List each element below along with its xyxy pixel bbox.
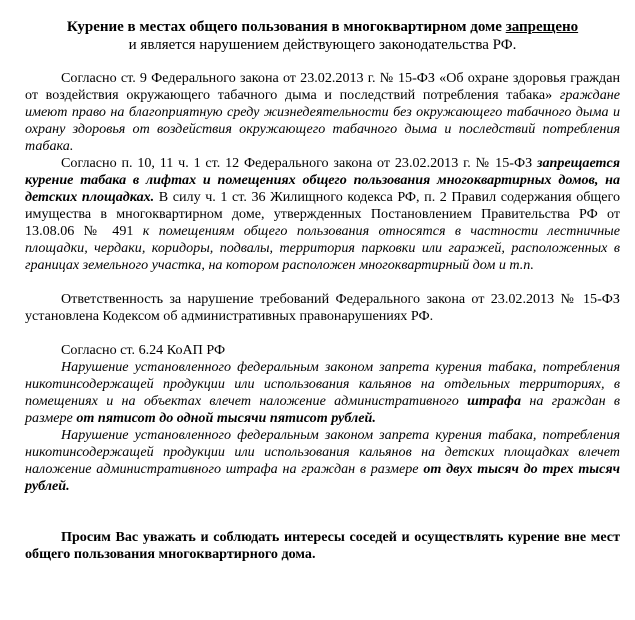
notice-title (25, 18, 620, 36)
koap-heading: Согласно ст. 6.24 КоАП РФ (61, 342, 226, 358)
closing-text: Просим Вас уважать и соблюдать интересы соседей и осуществлять курение вне мест общего пользования многоквартирного дома. (25, 529, 620, 562)
law-article-12-paragraph (25, 155, 620, 274)
fine-1-amount: от пятисот до одной тысячи пятисот рублей. (76, 410, 376, 426)
title-forbidden-word: запрещено (505, 19, 579, 35)
fine-paragraph-1 (25, 359, 620, 427)
fine-2-text: Нарушение установленного федеральным законом запрета курения табака, потребления никотинсодержащей продукции или использования кальянов на детских площадках влечет наложение административного штрафа на граждан в размере (25, 427, 620, 477)
article-9-text: Согласно ст. 9 Федерального закона от 23.02.2013 г. № 15-ФЗ «Об охране здоровья граждан от воздействия окружающего табачного дыма и последствий потребления табака» (25, 70, 620, 103)
notice-subtitle: и является нарушением действующего законодательства РФ. (128, 37, 517, 53)
liability-paragraph: Ответственность за нарушение требований Федерального закона от 23.02.2013 № 15-ФЗ установлена Кодексом об административных правонарушениях РФ. (25, 291, 620, 324)
fine-1-text-2: на граждан в размере (25, 393, 620, 426)
fine-1-word: штрафа (467, 393, 522, 409)
closing-request (25, 529, 620, 563)
title-prefix: Курение в местах общего пользования в многоквартирном доме (66, 19, 506, 35)
fine-2-amount: от двух тысяч до трех тысяч рублей. (25, 461, 620, 494)
smoking-prohibition: запрещается курение табака в лифтах и помещениях общего пользования многоквартирных домов, на детских площадках. (25, 155, 620, 205)
law-article-9-paragraph (25, 70, 620, 155)
fine-paragraph-2 (25, 427, 620, 495)
article-12-text: Согласно п. 10, 11 ч. 1 ст. 12 Федерального закона от 23.02.2013 г. № 15-ФЗ (61, 155, 537, 171)
fine-1-text: Нарушение установленного федеральным законом запрета курения табака, потребления никотинсодержащей продукции или использования кальянов на отдельных территориях, в помещениях и на объектах влечет наложение административного (25, 359, 620, 409)
housing-code-text: В силу ч. 1 ст. 36 Жилищного кодекса РФ, п. 2 Правил содержания общего имущества в многоквартирном доме, утвержденных Постановлением Правительства РФ от 13.08.06 № 491 (25, 189, 621, 239)
common-areas-list: к помещениям общего пользования относятся в частности лестничные площадки, чердаки, коридоры, подвалы, территория парковки или гаражей, расположенных в границах земельного участка, на котором расположен многоквартирный дом и т.п. (25, 223, 620, 273)
article-9-rights: граждане имеют право на благоприятную среду жизнедеятельности без окружающего табачного дыма и охрану здоровья от воздействия окружающего табачного дыма и последствий потребления табака. (25, 87, 620, 154)
